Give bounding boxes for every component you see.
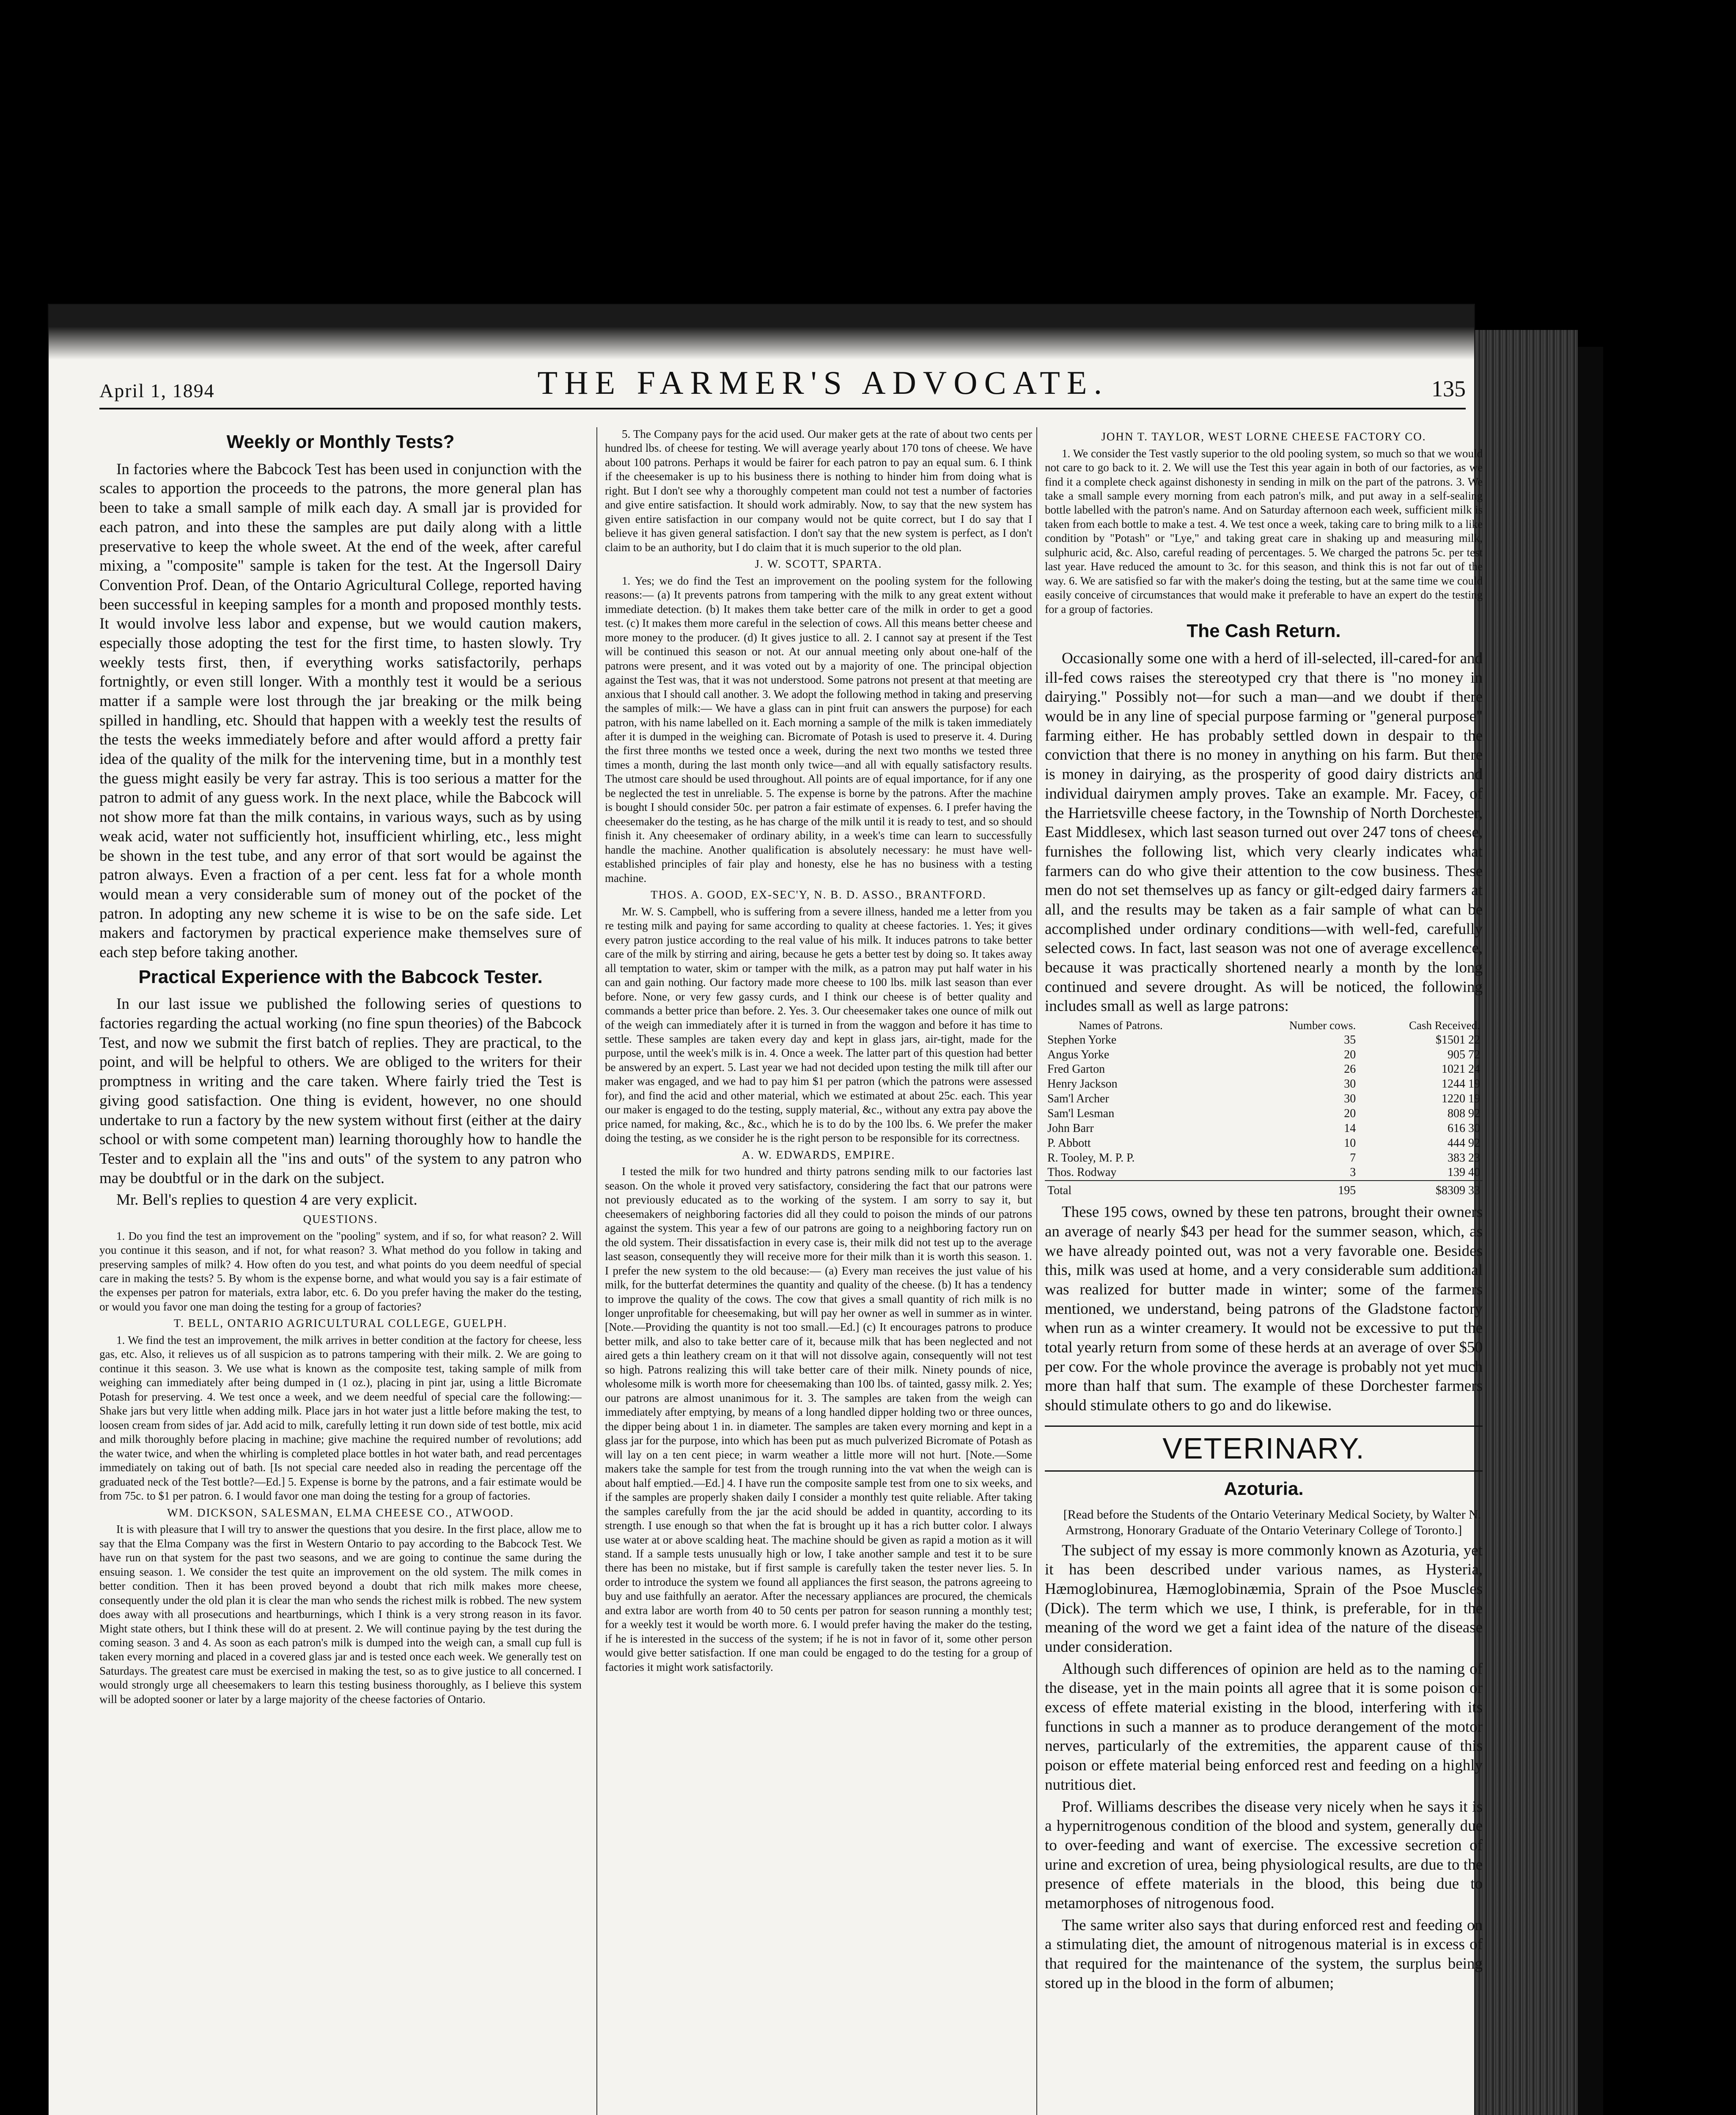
article-paragraph: These 195 cows, owned by these ten patrons, brought their owners an average of nearly $43 per head for the summer season, which, as we have already pointed out, was not a very favorable one. Besides this, milk was used at home, and a very considerable sum additional was realized for butter made in winter; some of the farmers mentioned, we understand, being patrons of the Gladstone factory when run as a winter creamery. It would not be excessive to put the total yearly return from some of these herds at an average of over $50 per cow. For the whole province the average is probably not yet much more than half that sum. The example of these Dorchester farmers should stimulate others to go and do likewise.	[1045, 1203, 1483, 1414]
cow-count: 30	[1344, 1077, 1356, 1091]
cash-received: 139 40	[1448, 1166, 1480, 1179]
article-heading-azoturia: Azoturia.	[1224, 1478, 1304, 1499]
questions-text: 1. Do you find the test an improvement on the "pooling" system, and if so, for what reason? 2. Will you continue it this season, and if not, for what reason? 3. What method do you follow in taking and preserving samples of milk? 4. How often do you test, and what points do you deem needful of special care in making the tests? 5. By whom is the expense borne, and what would you say is a fair estimate of the expenses per patron for materials, extra labor, etc. 6. Do you prefer having the maker do the testing, or would you favor one man doing the testing for a group of factories?	[99, 1229, 582, 1313]
table-row	[1045, 1062, 1483, 1077]
cow-count: 10	[1344, 1136, 1356, 1150]
patron-name: Stephen Yorke	[1047, 1033, 1117, 1047]
table-row	[1045, 1033, 1483, 1048]
patron-name: P. Abbott	[1047, 1136, 1091, 1150]
cow-count: 20	[1344, 1048, 1356, 1061]
cow-count: 7	[1350, 1151, 1356, 1165]
article-paragraph: In our last issue we published the following series of questions to factories regarding the actual working (no fine spun theories) of the Babcock Test, and now we submit the first batch of replies. They are practical, to the point, and will be helpful to others. We are obliged to the writers for their promptness in writing and the care taken. Where fairly tried the Test is giving good satisfaction. One thing is evident, however, no one should undertake to run a factory by the new system without first (either at the dairy school or with some competent man) learning thoroughly how to handle the Tester and to explain all the "ins and outs" of the system to any patron who may be doubtful or in the dark on the subject.	[99, 995, 582, 1187]
publication-title: THE FARMER'S ADVOCATE.	[537, 364, 1109, 401]
patrons-cash-table	[1045, 1019, 1483, 1198]
patron-name: Sam'l Archer	[1047, 1092, 1109, 1106]
patron-name: Henry Jackson	[1047, 1077, 1118, 1091]
reply-author-edwards: A. W. EDWARDS, EMPIRE.	[742, 1148, 895, 1161]
binding-shadow	[1578, 347, 1603, 2115]
issue-date: April 1, 1894	[99, 380, 215, 401]
cow-count: 26	[1344, 1063, 1356, 1076]
patron-name: Angus Yorke	[1047, 1048, 1110, 1061]
cow-count: 30	[1344, 1092, 1356, 1106]
table-row	[1045, 1165, 1483, 1181]
patron-name: Sam'l Lesman	[1047, 1107, 1115, 1120]
table-row	[1045, 1136, 1483, 1151]
article-byline-note: [Read before the Students of the Ontario Veterinary Medical Society, by Walter N. Armstrong, Honorary Graduate of the Ontario Veterinary College of Toronto.]	[1063, 1507, 1481, 1538]
cash-received: 808 92	[1448, 1107, 1480, 1120]
page-stack-edge	[1468, 330, 1578, 2115]
column-3	[1036, 427, 1483, 2115]
cash-received: 1244 19	[1442, 1077, 1480, 1091]
table-row	[1045, 1151, 1483, 1166]
table-total-row	[1045, 1181, 1483, 1198]
table-row	[1045, 1077, 1483, 1092]
reply-text-dickson-cont: 5. The Company pays for the acid used. Our maker gets at the rate of about two cents per hundred lbs. of cheese for testing. We will average yearly about 170 tons of cheese. We have about 100 patrons. Perhaps it would be fairer for each patron to pay an equal sum. 6. I think if the cheesemaker is up to his business there is nothing to hinder him from doing what is right. But I don't see why a thoroughly competent man could not test a number of factories and give entire satisfaction. It should work admirably. Now, to say that the new system has given entire satisfaction in our company would not be quite correct, but I do say that I believe it has given general satisfaction. I don't say that the new system is perfect, as I don't claim to be an authority, but I do claim that it is much superior to the old plan.	[605, 428, 1032, 554]
cash-received: 383 23	[1448, 1151, 1480, 1165]
reply-text-dickson: It is with pleasure that I will try to answer the questions that you desire. In the first place, allow me to say that the Elma Company was the first in Western Ontario to pay according to the Babcock Test. We have run on that system for the past two seasons, and we are going to continue the same during the ensuing season. 1. We consider the test quite an improvement on the old system. The milk comes in better condition. Then it has been proved beyond a doubt that rich milk makes more cheese, consequently under the old plan it is clear the man who sends the richest milk is robbed. The new system does away with all prosecutions and heartburnings, which I think is a very strong reason in its favor. Might state others, but I think these will do at present. 2. We will continue paying by the test during the coming season. 3 and 4. As soon as each patron's milk is dumped into the weigh can, a small cup full is taken every morning and placed in a covered glass jar and is tested once each week. We generally test on Saturdays. The greatest care must be exercised in making the test, so as to give justice to all concerned. I would strongly urge all cheesemakers to learn this testing business thoroughly, as I believe this system will be adopted sooner or later by a large majority of the cheese factories of Ontario.	[99, 1523, 582, 1706]
table-header: Number cows.	[1289, 1019, 1356, 1032]
section-heading-veterinary: VETERINARY.	[1045, 1426, 1483, 1472]
article-paragraph: Prof. Williams describes the disease very nicely when he says it is a hypernitrogenous condition of the blood and system, generally due to over-feeding and want of exercise. The excessive secretion of urine and excretion of urea, being physiological results, are due to the presence of effete materials in the blood, this being due to metamorphoses of nitrogenous food.	[1045, 1798, 1483, 1912]
patron-name: Fred Garton	[1047, 1063, 1105, 1076]
total-cows: 195	[1242, 1181, 1359, 1198]
cash-received: 905 72	[1448, 1048, 1480, 1061]
article-heading-cash-return: The Cash Return.	[1187, 621, 1341, 642]
newspaper-page	[49, 305, 1483, 2115]
table-row	[1045, 1048, 1483, 1063]
cow-count: 35	[1344, 1033, 1356, 1047]
article-paragraph: The subject of my essay is more commonly known as Azoturia, yet it has been described under various names, as Hysteria, Hæmoglobinurea, Hæmoglobinæmia, Sprain of the Psoe Muscles (Dick). The term which we use, I think, is preferable, for in the meaning of the word we get a faint idea of the nature of the disease under consideration.	[1045, 1541, 1483, 1656]
cow-count: 20	[1344, 1107, 1356, 1120]
cash-received: 616 30	[1448, 1121, 1480, 1135]
reply-author-scott: J. W. SCOTT, SPARTA.	[755, 558, 882, 571]
reply-text-taylor: 1. We consider the Test vastly superior to the old pooling system, so much so that we would not care to go back to it. 2. We will use the Test this year again in both of our factories, as we find it a complete check against dishonesty in sending in milk on the part of the patrons. 3. We take a small sample every morning from each patron's milk, and put away in a self-sealing bottle labelled with the patron's name. And on Saturday afternoon each week, sufficient milk is taken from each bottle to make a test. 4. We test once a week, taking care to bring milk to a like condition by "Potash" or "Lye," and taking great care in shaking up and measuring milk, sulphuric acid, &c. Also, careful reading of percentages. 5. We charged the patrons 5c. per test last year. Have reduced the amount to 3c. for this season, and think this is not far out of the way. 6. We are satisfied so far with the maker's doing the testing, but at the same time we could easily conceive of circumstances that would make it preferable to have an expert do the testing for a group of factories.	[1045, 447, 1483, 615]
total-cash: $8309 33	[1358, 1181, 1483, 1198]
cow-count: 14	[1344, 1121, 1356, 1135]
table-header: Names of Patrons.	[1079, 1019, 1163, 1032]
torn-top-edge	[49, 305, 1474, 360]
questions-heading: QUESTIONS.	[303, 1212, 378, 1225]
cow-count: 3	[1350, 1166, 1356, 1179]
table-row	[1045, 1092, 1483, 1107]
article-paragraph: Mr. Bell's replies to question 4 are very explicit.	[116, 1191, 418, 1209]
reply-author-dickson: WM. DICKSON, SALESMAN, ELMA CHEESE CO., ATWOOD.	[167, 1506, 514, 1519]
article-heading-weekly-tests: Weekly or Monthly Tests?	[226, 431, 455, 452]
table-row	[1045, 1121, 1483, 1136]
reply-text-edwards: I tested the milk for two hundred and thirty patrons sending milk to our factories last season. On the whole it proved very satisfactory, considering the fact that our patrons were not previously educated as to the working of the system. I am sorry to say it, but cheesemakers of neighboring factories did all they could to poison the minds of our patrons against the system. This year a few of our patrons are going to a neighboring factory run on the old system. Their dissatisfaction in every case is, their milk did not test up to the average last season, consequently they will receive more for their milk than it is worth this season. 1. I prefer the new system to the old because:— (a) Every man receives the just value of his milk, for the butterfat determines the quantity and quality of the cheese. (b) It has a tendency to improve the quality of the cows. The cow that gives a small quantity of rich milk is no longer unprofitable for cheesemaking, but will pay her owner as well in summer as in winter. [Note.—Providing the quantity is not too small.—Ed.] (c) It encourages patrons to produce better milk, and also to take better care of it, because milk that has been neglected and not aired gets a thin leathery cream on it that will not dissolve again, consequently will not test so high. Patrons realizing this will take better care of their milk. Ninety pounds of nice, wholesome milk is worth more for cheesemaking than 100 lbs. of tainted, gassy milk. 2. Yes; our patrons are almost unanimous for it. 3. The samples are taken from the weigh can immediately after emptying, by means of a long handled dipper holding two or three ounces, the dipper being about 1 in. in diameter. The samples are taken every morning and kept in a glass jar for the purpose, into which has been put as much pulverized Bicromate of Potash as will lay on a ten cent piece; in warm weather a little more will not hurt. [Note.—Some makers take the sample for test from the trough running into the vat when the weigh can is about half emptied.—Ed.] 4. I have run the composite sample test from one to six weeks, and if the samples are properly shaken daily I consider a monthly test quite reliable. After taking the samples carefully from the jar the acid should be added in quantity, according to its strength. I use enough so that when the fat is brought up it has a rich butter color. I always use water at or above scalding heat. The machine should be given as rapid a motion as it will stand. If a sample tests unusually high or low, I take another sample and test it to be sure there has been no mistake, but if first sample is carefully taken the tester never lies. 5. In order to introduce the system we found all appliances the first season, the patrons agreeing to buy and use faithfully an aerator. After the necessary appliances are procured, the chemicals and extra labor are worth from 40 to 50 cents per patron for season running a monthly test; for a weekly test it would be worth more. 6. I would prefer having the maker do the testing, if he is interested in the success of the system; if he is not in favor of it, some other person would give better satisfaction. If one man could be engaged to do the testing for a group of factories it might work satisfactorily.	[605, 1165, 1032, 1673]
article-heading-babcock: Practical Experience with the Babcock Tester.	[138, 966, 543, 987]
table-row	[1045, 1107, 1483, 1121]
reply-author-taylor: JOHN T. TAYLOR, WEST LORNE CHEESE FACTORY CO.	[1101, 430, 1426, 443]
reply-text-scott: 1. Yes; we do find the Test an improvement on the pooling system for the following reasons:— (a) It prevents patrons from tampering with the milk to any great extent without immediate detection. (b) It makes them take better care of the milk in order to get a good test. (c) It makes them more careful in the selection of cows. All this means better cheese and more money to the producer. (d) It gives justice to all. 2. I cannot say at present if the Test will be continued this season or not. At our annual meeting only about one-half of the patrons were present, and it was voted out by a majority of one. The principal objection against the Test was, that it was not understood. Some patrons not present at that meeting are anxious that I should call another. 3. We adopt the following method in taking and preserving the samples of milk:— We have a glass can in pint fruit can answers the purpose) for each patron, with his name labelled on it. Each morning a sample of the milk is taken immediately after it is dumped in the weighing can. Bicromate of Potash is used to preserve it. 4. During the first three months we tested once a week, during the next two months we tested three times a month, during the last month only twice—and all with equally satisfactory results. The utmost care should be used throughout. All points are of equal importance, for if any one be neglected the test in unreliable. 5. The expense is borne by the patrons. After the machine is bought I should consider 50c. per patron a fair estimate of expenses. 6. I prefer having the cheesemaker do the testing, as he has charge of the milk until it is ready to test, and so should finish it. Any cheesemaker of ordinary ability, in a week's time can learn to successfully handle the machine. Another qualification is absolutely necessary: he must have well-established principles of fair play and honesty, else he has no business with a testing machine.	[605, 574, 1032, 884]
patron-name: Thos. Rodway	[1047, 1166, 1117, 1179]
page-number: 135	[1431, 376, 1466, 401]
article-paragraph: Although such differences of opinion are held as to the naming of the disease, yet in the main points all agree that it is some poison or excess of effete material existing in the blood, interfering with its functions in such a manner as to produce derangement of the motor nerves, particularly of the extremities, the apparent cause of this poison or effete material being enforced rest and feeding on a highly nutritious diet.	[1045, 1660, 1483, 1794]
reply-author-bell: T. BELL, ONTARIO AGRICULTURAL COLLEGE, GUELPH.	[173, 1317, 508, 1330]
patron-name: R. Tooley, M. P. P.	[1047, 1151, 1135, 1165]
table-header: Cash Received.	[1409, 1019, 1480, 1032]
article-paragraph: The same writer also says that during enforced rest and feeding on a stimulating diet, the amount of nitrogenous material is in excess of that required for the maintenance of the system, the surplus being stored up in the blood in the form of albumen;	[1045, 1916, 1483, 1992]
column-2	[596, 427, 1032, 2115]
column-1	[99, 427, 582, 2115]
table-header-row	[1045, 1019, 1483, 1033]
article-paragraph: In factories where the Babcock Test has been used in conjunction with the scales to apportion the proceeds to the patrons, the more general plan has been to take a small sample of milk each day. A small jar is provided for each patron, and into these the samples are put daily along with a little preservative to keep the whole sweet. At the end of the week, after careful mixing, a "composite" sample is taken for the test. At the Ingersoll Dairy Convention Prof. Dean, of the Ontario Agricultural College, reported having been successful in keeping samples for a month and proposed monthly tests. It would involve less labor and expense, but we would caution makers, especially those adopting the test for the first time, to hasten slowly. Try weekly tests first, then, if everything works satisfactorily, perhaps fortnightly, or even still longer. With a monthly test it would be a serious matter if a sample were lost through the jar breaking or the milk being spilled in handling, etc. Should that happen with a weekly test the results of the tests the weeks immediately before and after would afford a pretty fair idea of the quality of the milk for the intervening time, but in a monthly test the guess might easily be very far astray. This is too serious a matter for the patron to admit of any guess work. In the next place, while the Babcock will not show more fat than the milk contains, in various ways, such as by using weak acid, water not sufficiently hot, insufficient whirling, etc., less might be shown in the test tube, and any error of that sort would be against the patron always. Even a fraction of a per cent. less fat for a whole month would mean a very considerable sum of money out of the pocket of the patron. In adopting any new scheme it is wise to be on the safe side. Let makers and factorymen by practical experience make themselves sure of each step before taking another.	[99, 460, 582, 961]
article-paragraph: Occasionally some one with a herd of ill-selected, ill-cared-for and ill-fed cows raises the stereotyped cry that there is "no money in dairying." Possibly not—for such a man—and we doubt if there would be in any line of special purpose farming or "general purpose" farming either. He has probably settled down in despair to the conviction that there is no money in anything on his farm. But there is money in dairying, as the prosperity of good dairy districts and individual dairymen amply proves. Take an example. Mr. Facey, of the Harrietsville cheese factory, in the Township of North Dorchester, East Middlesex, which last season turned out over 247 tons of cheese, furnishes the following list, which very clearly indicates what farmers can do who give their attention to the cow business. These men do not set themselves up as fancy or gilt-edged dairy farmers at all, and the results may be taken as a fair sample of what can be accomplished under ordinary conditions—with well-fed, carefully selected cows. In fact, last season was not one of average excellence, because it was practically shortened nearly a month by the long continued and severe drought. As will be noticed, the following includes small as well as large patrons:	[1045, 650, 1483, 1015]
reply-text-good: Mr. W. S. Campbell, who is suffering from a severe illness, handed me a letter from you re testing milk and paying for same according to quality at cheese factories. 1. Yes; it gives every patron justice according to the real value of his milk. It induces patrons to take better care of the milk by stirring and airing, because he gets a better test by doing so. It takes away all temptation to water, skim or tamper with the milk, as a patron may put half water in his can and gain nothing. Our factory made more cheese to 100 lbs. milk last season than ever before. None, or very few gassy curds, and I think our cheese is of better quality and commands a better price than before. 2. Yes. 3. Our cheesemaker takes one ounce of milk out of the weigh can immediately after it is turned in from the waggon and before it has time to settle. These samples are taken every day and kept in glass jars, air-tight, made for the purpose, until the week's milk is in. 4. Once a week. The latter part of this question had better be answered by an expert. 5. Last year we had not decided upon testing the milk till after our maker was engaged, and we had to pay him $1 per patron (which the patrons were assessed for), and find the acid and other material, which we estimated at about 25c. each. This year our maker is engaged to do the testing, supply material, &c., without any extra pay above the price named, for making, &c., &c., which he is to do by the 100 lbs. 6. We prefer the maker doing the testing, as we consider he is the right person to be responsible for its correctness.	[605, 905, 1032, 1145]
reply-text-bell: 1. We find the test an improvement, the milk arrives in better condition at the factory for cheese, less gas, etc. Also, it relieves us of all suspicion as to patrons tampering with their milk. 2. We are going to continue it this season. 3. We use what is known as the composite test, taking sample of milk from weighing can immediately after being dumped in (1 oz.), placing in pint jar, using a little Bicromate Potash for preserving. 4. We test once a week, and we deem needful of special care the following:—Shake jars but very little when adding milk. Place jars in hot water just a little before making the test, to loosen cream from sides of jar. Add acid to milk, carefully letting it run down side of test bottle, mix acid and milk thoroughly before placing in machine; give machine the required number of revolutions; add the water twice, and when the whirling is completed place bottles in hot water bath, and read percentages immediately on taking out of bath. [Is not special care needed also in reading the percentage off the graduated neck of the Test bottle?—Ed.] 5. Expense is borne by the patrons, and a fair estimate would be from 75c. to $1 per patron. 6. I would favor one man doing the testing for a group of factories.	[99, 1334, 582, 1502]
cash-received: $1501 22	[1436, 1033, 1480, 1047]
total-label: Total	[1045, 1181, 1242, 1198]
cash-received: 1220 19	[1442, 1092, 1480, 1106]
reply-author-good: THOS. A. GOOD, EX-SEC'Y, N. B. D. ASSO., BRANTFORD.	[651, 888, 986, 901]
cash-received: 1021 24	[1442, 1063, 1480, 1076]
cash-received: 444 92	[1448, 1136, 1480, 1150]
masthead	[99, 364, 1466, 409]
patron-name: John Barr	[1047, 1121, 1094, 1135]
